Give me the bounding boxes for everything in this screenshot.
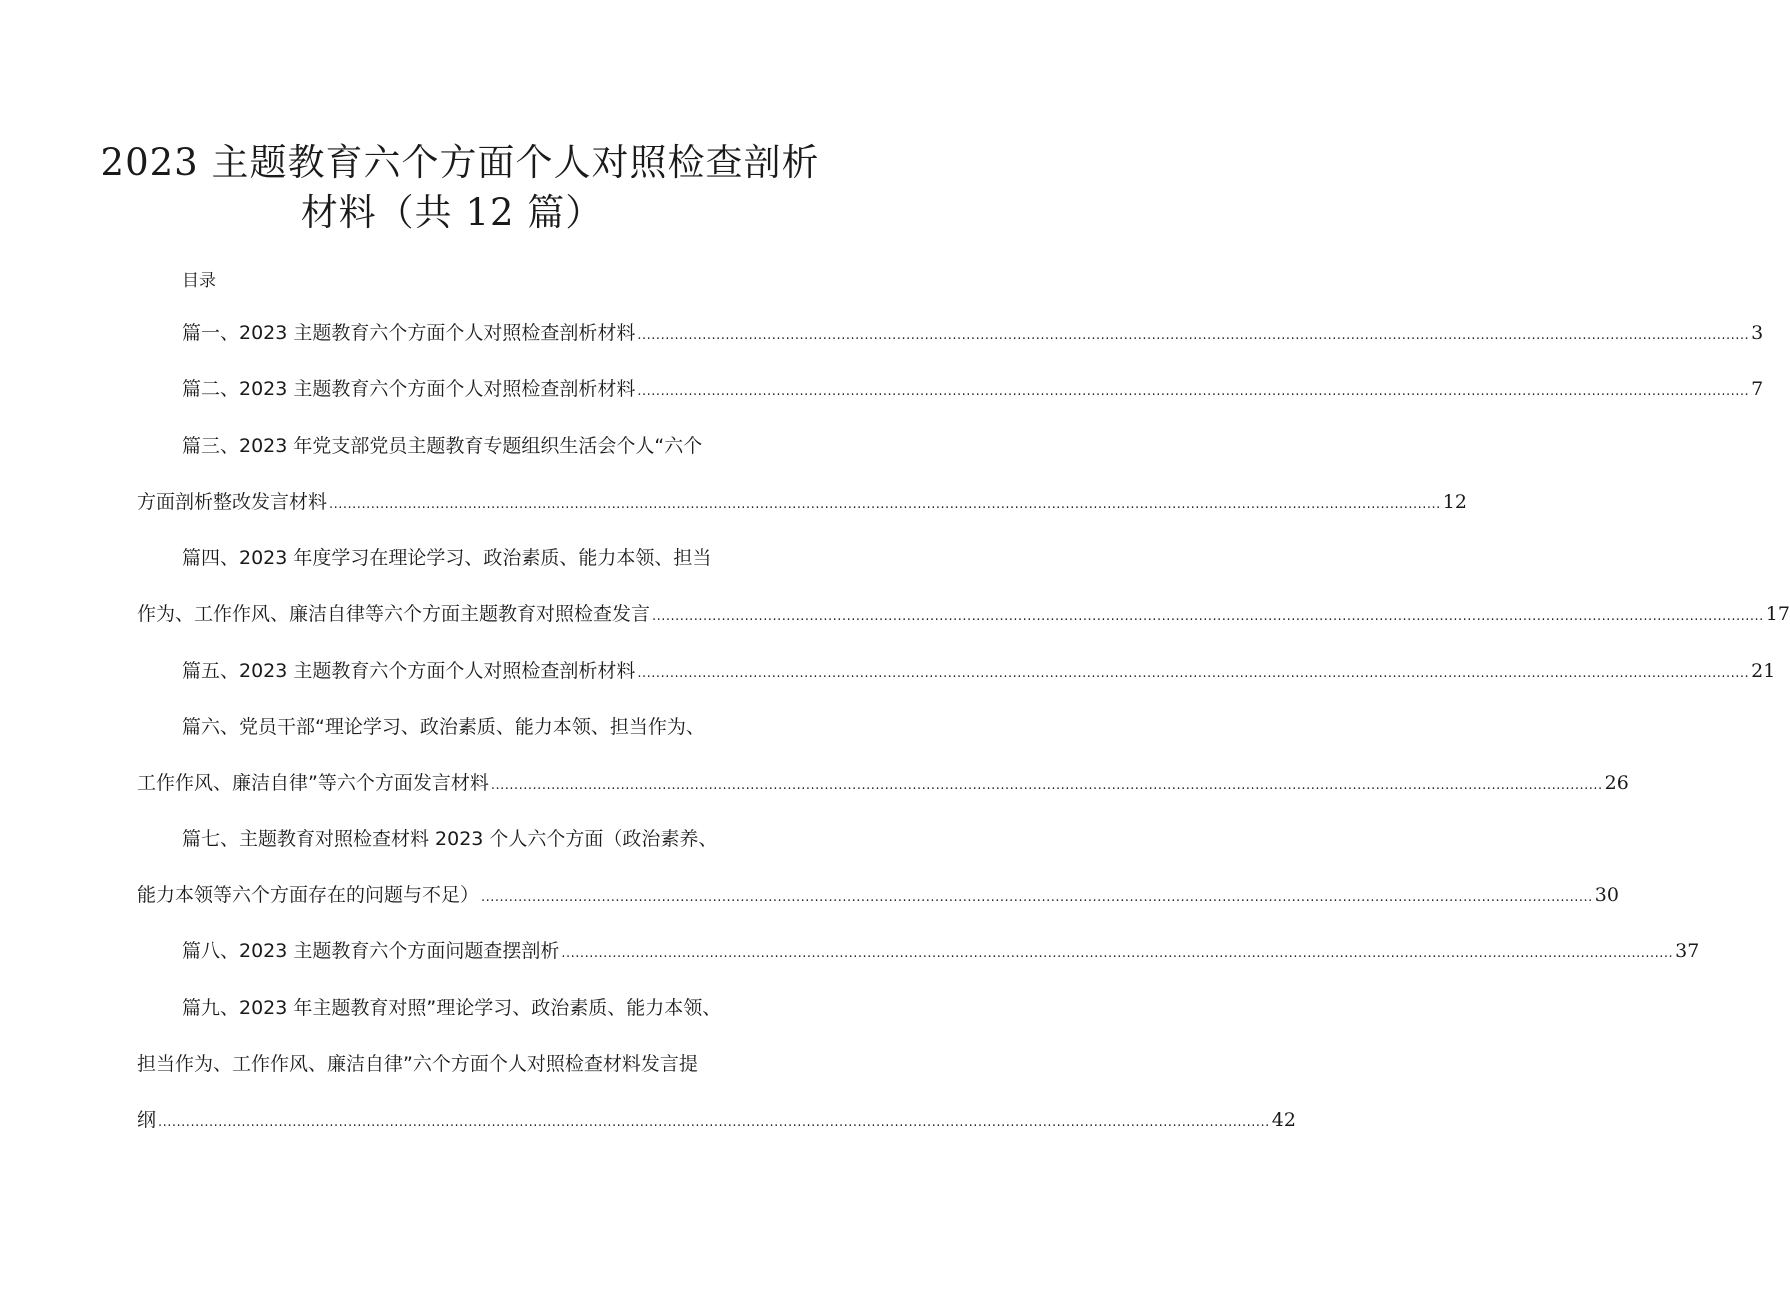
toc-entry-text: 工作作风、廉洁自律”等六个方面发言材料 <box>137 772 489 794</box>
document-title-line-2: 材料（共 12 篇） <box>300 191 604 234</box>
toc-page-number: 30 <box>1594 884 1619 906</box>
toc-page-number: 17 <box>1765 603 1790 625</box>
toc-page-number: 42 <box>1271 1109 1296 1131</box>
toc-entry-text: 篇二、2023 主题教育六个方面个人对照检查剖析材料 <box>182 378 636 400</box>
toc-entry-text: 篇六、党员干部“理论学习、政治素质、能力本领、担当作为、 <box>182 716 705 738</box>
toc-entry-9-line-2[interactable] <box>137 1049 782 1077</box>
dot-leader: ................................................................................................................................................................................................................................................ <box>637 384 1750 399</box>
toc-entry-text: 作为、工作作风、廉洁自律等六个方面主题教育对照检查发言 <box>137 603 651 625</box>
toc-entry-text: 篇三、2023 年党支部党员主题教育专题组织生活会个人“六个 <box>182 435 703 457</box>
toc-entry-7-line-2[interactable] <box>137 880 1619 908</box>
toc-entry-text: 纲 <box>137 1109 157 1131</box>
toc-entry-6-line-2[interactable] <box>137 768 1629 796</box>
toc-entry-6-line-1[interactable] <box>182 712 782 740</box>
dot-leader: ................................................................................................................................................................................................................................................ <box>158 1115 1270 1130</box>
toc-entry-text: 篇八、2023 主题教育六个方面问题查摆剖析 <box>182 940 560 962</box>
toc-entry-1[interactable] <box>182 318 1764 346</box>
dot-leader: ................................................................................................................................................................................................................................................ <box>481 890 1593 905</box>
toc-entry-4-line-1[interactable] <box>182 543 782 571</box>
dot-leader: ................................................................................................................................................................................................................................................ <box>637 666 1750 681</box>
dot-leader: ................................................................................................................................................................................................................................................ <box>490 778 1603 793</box>
toc-entry-text: 方面剖析整改发言材料 <box>137 491 328 513</box>
toc-entry-3-line-1[interactable] <box>182 431 782 459</box>
toc-heading: 目录 <box>182 271 216 291</box>
toc-page-number: 3 <box>1751 322 1764 344</box>
toc-entry-3-line-2[interactable] <box>137 487 1467 515</box>
dot-leader: ................................................................................................................................................................................................................................................ <box>561 946 1674 961</box>
toc-page-number: 37 <box>1675 940 1700 962</box>
toc-entry-text: 篇一、2023 主题教育六个方面个人对照检查剖析材料 <box>182 322 636 344</box>
toc-entry-text: 担当作为、工作作风、廉洁自律”六个方面个人对照检查材料发言提 <box>137 1053 698 1075</box>
dot-leader: ................................................................................................................................................................................................................................................ <box>329 497 1441 512</box>
toc-entry-text: 篇五、2023 主题教育六个方面个人对照检查剖析材料 <box>182 660 636 682</box>
toc-entry-9-line-1[interactable] <box>182 993 782 1021</box>
toc-page-number: 26 <box>1604 772 1629 794</box>
toc-entry-8[interactable] <box>182 936 1700 964</box>
document-title-line-1: 2023 主题教育六个方面个人对照检查剖析 <box>100 141 820 184</box>
toc-entry-text: 能力本领等六个方面存在的问题与不足） <box>137 884 480 906</box>
toc-entry-text: 篇四、2023 年度学习在理论学习、政治素质、能力本领、担当 <box>182 547 712 569</box>
toc-entry-9-line-3[interactable] <box>137 1105 1296 1133</box>
toc-entry-text: 篇七、主题教育对照检查材料 2023 个人六个方面（政治素养、 <box>182 828 718 850</box>
dot-leader: ................................................................................................................................................................................................................................................ <box>652 609 1764 624</box>
toc-entry-7-line-1[interactable] <box>182 824 782 852</box>
toc-entry-text: 篇九、2023 年主题教育对照”理论学习、政治素质、能力本领、 <box>182 997 722 1019</box>
toc-page-number: 21 <box>1751 660 1776 682</box>
toc-page-number: 12 <box>1442 491 1467 513</box>
toc-entry-5[interactable] <box>182 656 1776 684</box>
toc-page-number: 7 <box>1751 378 1764 400</box>
toc-entry-2[interactable] <box>182 374 1764 402</box>
dot-leader: ................................................................................................................................................................................................................................................ <box>637 328 1750 343</box>
toc-entry-4-line-2[interactable] <box>137 599 1790 627</box>
